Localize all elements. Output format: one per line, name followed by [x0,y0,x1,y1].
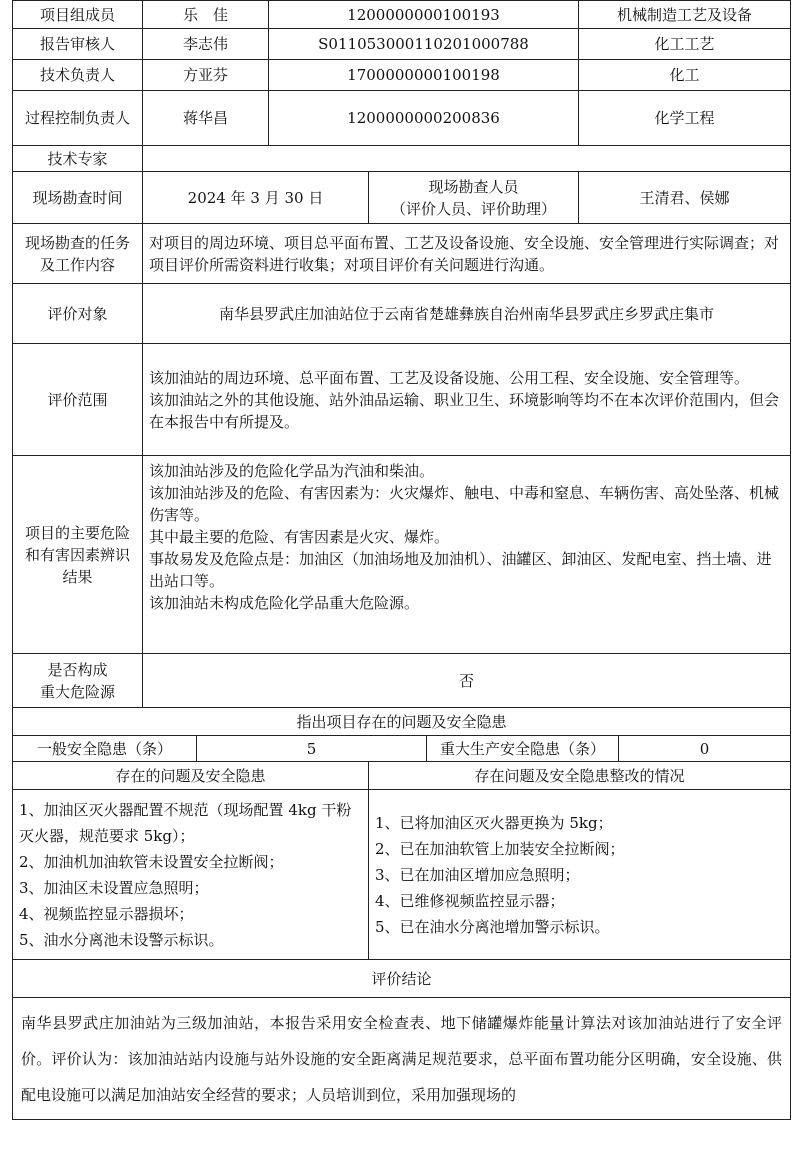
general-count: 5 [197,736,427,762]
major-count: 0 [619,736,791,762]
specialty-cell: 化工 [579,60,791,91]
hazard-text: 该加油站涉及的危险化学品为汽油和柴油。 该加油站涉及的危险、有害因素为：火灾爆炸、触电、中毒和窒息、车辆伤害、高处坠落、机械伤害等。 其中最主要的危险、有害因素是火灾、爆炸。 事故易发及危险点是：加油区（加油场地及加油机）、油罐区、卸油区、发配电室、挡土墙、进出站口等。 该加油站未构成危险化学品重大危险源。 [143,456,791,654]
hazard-row [13,456,791,654]
specialty-cell: 化工工艺 [579,29,791,60]
survey-time-value: 2024 年 3 月 30 日 [143,172,369,224]
object-row [13,284,791,344]
role-cell: 技术负责人 [13,60,143,91]
scope-text: 该加油站的周边环境、总平面布置、工艺及设备设施、公用工程、安全设施、安全管理等。 该加油站之外的其他设施、站外油品运输、职业卫生、环境影响等均不在本次评价范围内，但会在本报告中有所提及。 [143,344,791,456]
surveyors-label: 现场勘查人员 （评价人员、评价助理） [369,172,579,224]
conclusion-text: 南华县罗武庄加油站为三级加油站，本报告采用安全检查表、地下储罐爆炸能量计算法对该加油站进行了安全评价。评价认为：该加油站站内设施与站外设施的安全距离满足规范要求，总平面布置功能分区明确，安全设施、供配电设施可以满足加油站安全经营的要求；人员培训到位，采用加强现场的 [13,998,791,1120]
general-label: 一般安全隐患（条） [13,736,197,762]
specialty-cell: 化学工程 [579,91,791,146]
role-cell: 项目组成员 [13,1,143,29]
issues-header: 指出项目存在的问题及安全隐患 [13,708,791,736]
personnel-row [13,91,791,146]
cert-cell: 1200000000100193 [269,1,579,29]
expert-row [13,146,791,172]
conclusion-row [13,998,791,1120]
name-cell: 李志伟 [143,29,269,60]
counts-row [13,736,791,762]
object-label: 评价对象 [13,284,143,344]
expert-label: 技术专家 [13,146,143,172]
issues-row [13,790,791,960]
conclusion-header-row [13,960,791,998]
cert-cell: S011053000110201000788 [269,29,579,60]
scope-label: 评价范围 [13,344,143,456]
role-cell: 报告审核人 [13,29,143,60]
survey-time-label: 现场勘查时间 [13,172,143,224]
major-label: 重大生产安全隐患（条） [427,736,619,762]
rectify-list: 1、已将加油区灭火器更换为 5kg； 2、已在加油软管上加装安全拉断阀； 3、已在加油区增加应急照明； 4、已维修视频监控显示器； 5、已在油水分离池增加警示标识。 [369,790,791,960]
role-cell: 过程控制负责人 [13,91,143,146]
personnel-row [13,29,791,60]
surveyors-value: 王清君、侯娜 [579,172,791,224]
issues-columns-row [13,762,791,790]
task-row [13,224,791,284]
report-page [12,0,790,1120]
issues-list: 1、加油区灭火器配置不规范（现场配置 4kg 干粉灭火器，规范要求 5kg）； 2、加油机加油软管未设置安全拉断阀； 3、加油区未设置应急照明； 4、视频监控显示器损坏； 5、油水分离池未设警示标识。 [13,790,369,960]
major-hazard-label: 是否构成 重大危险源 [13,654,143,708]
rectify-col-header: 存在问题及安全隐患整改的情况 [369,762,791,790]
personnel-row [13,1,791,29]
conclusion-header: 评价结论 [13,960,791,998]
object-text: 南华县罗武庄加油站位于云南省楚雄彝族自治州南华县罗武庄乡罗武庄集市 [143,284,791,344]
scope-row [13,344,791,456]
specialty-cell: 机械制造工艺及设备 [579,1,791,29]
task-text: 对项目的周边环境、项目总平面布置、工艺及设备设施、安全设施、安全管理进行实际调查；对项目评价所需资料进行收集；对项目评价有关问题进行沟通。 [143,224,791,284]
task-label: 现场勘查的任务及工作内容 [13,224,143,284]
issues-header-row [13,708,791,736]
name-cell: 方亚芬 [143,60,269,91]
name-cell: 乐 佳 [143,1,269,29]
survey-row [13,172,791,224]
expert-value [143,146,791,172]
name-cell: 蒋华昌 [143,91,269,146]
cert-cell: 1200000000200836 [269,91,579,146]
major-hazard-row [13,654,791,708]
issues-col-header: 存在的问题及安全隐患 [13,762,369,790]
major-hazard-value: 否 [143,654,791,708]
hazard-label: 项目的主要危险和有害因素辨识结果 [13,456,143,654]
cert-cell: 1700000000100198 [269,60,579,91]
personnel-row [13,60,791,91]
evaluation-table [12,0,791,1120]
